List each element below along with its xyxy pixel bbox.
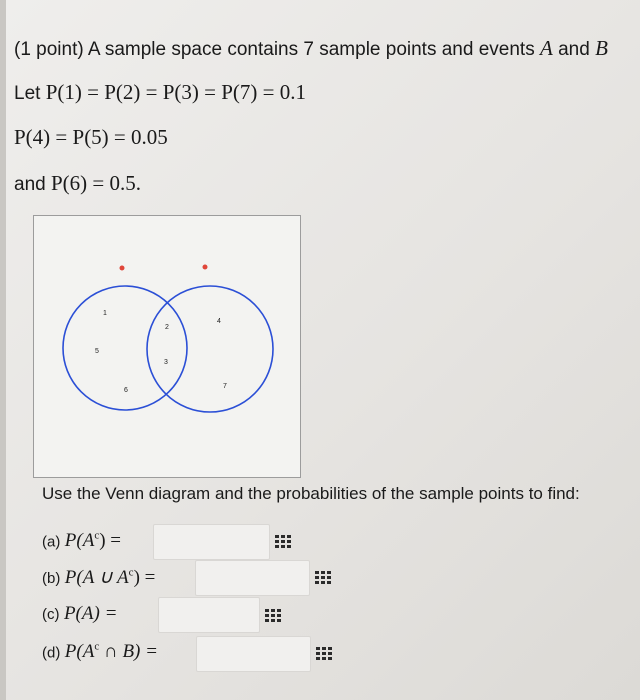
part-b-complement: c [128,566,134,579]
part-d [42,641,158,663]
answer-field-b[interactable] [195,560,310,596]
venn-diagram [33,215,301,478]
probability-equation-3: P(6) = 0.5. [50,171,141,195]
circle-b [147,286,273,412]
part-b [42,566,155,589]
and-prefix: and [14,174,51,195]
point-label-3: 3 [164,359,168,366]
part-b-tail: ) = [133,567,156,588]
part-d-expression: P(A [64,641,95,663]
part-b-label: (b) [42,570,61,587]
part-c [42,603,117,625]
part-b-expression: P(A ∪ A [64,567,129,588]
part-d-label: (d) [42,644,61,662]
let-prefix: Let [14,83,46,104]
part-a-label: (a) [42,533,61,551]
point-label-5: 5 [95,348,99,355]
and-word: and [552,39,596,60]
event-a: A [539,36,553,60]
point-label-2: 2 [165,324,169,331]
part-d-complement: c [94,641,100,653]
probability-line-2 [14,125,168,150]
point-label-4: 4 [217,318,221,325]
grid-icon[interactable] [265,609,283,624]
part-c-expression: P(A) = [63,603,118,624]
point-label-7: 7 [223,383,227,390]
answer-field-d[interactable] [196,636,311,672]
venn-svg [34,216,302,479]
answer-field-a[interactable] [153,524,270,560]
answer-field-c[interactable] [158,597,260,633]
part-a-complement: c [94,530,100,542]
grid-icon[interactable] [315,571,333,586]
left-divider [0,0,6,700]
outside-dot-left [120,266,125,271]
probability-line-1 [14,80,306,105]
part-a [42,530,121,552]
intro-text: (1 point) A sample space contains 7 sample points and events [14,39,540,60]
part-a-tail: ) = [99,530,122,552]
point-label-6: 6 [124,387,128,394]
instruction-text: Use the Venn diagram and the probabilities of the sample points to find: [42,484,580,503]
problem-intro [14,36,608,61]
part-d-tail: ∩ B) = [99,641,158,663]
point-label-1: 1 [103,310,107,317]
probability-line-3 [14,171,141,196]
outside-dot-right [203,265,208,270]
grid-icon[interactable] [316,647,334,662]
probability-equation-1: P(1) = P(2) = P(3) = P(7) = 0.1 [45,80,306,104]
part-c-label: (c) [42,606,60,623]
grid-icon[interactable] [275,535,293,550]
probability-equation-2: P(4) = P(5) = 0.05 [14,125,168,149]
part-a-expression: P(A [64,530,95,552]
event-b: B [595,36,608,60]
